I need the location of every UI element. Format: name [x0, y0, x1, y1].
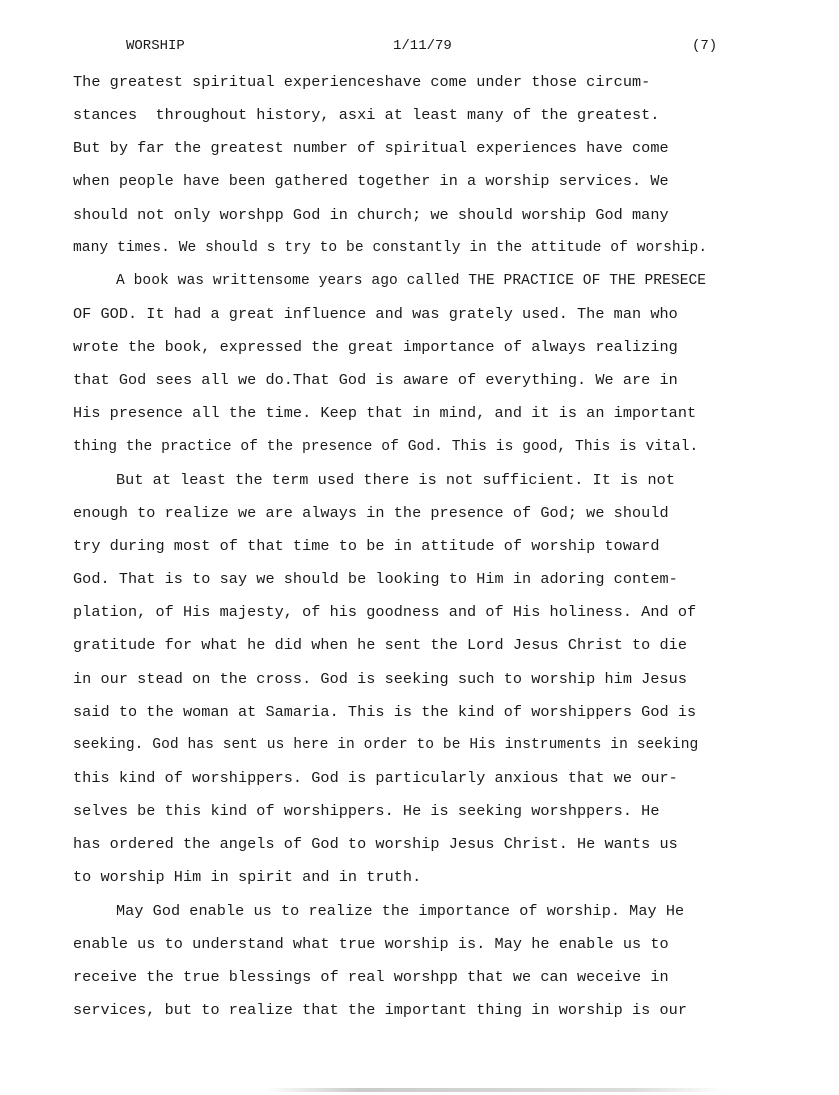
- text-line: that God sees all we do.That God is aware of everything. We are in: [73, 371, 678, 390]
- document-title: WORSHIP: [126, 38, 185, 54]
- page-header: [0, 38, 839, 58]
- text-line: But by far the greatest number of spiritual experiences have come: [73, 139, 669, 158]
- text-line: to worship Him in spirit and in truth.: [73, 868, 422, 887]
- text-line: wrote the book, expressed the great importance of always realizing: [73, 338, 678, 357]
- text-line: thing the practice of the presence of God. This is good, This is vital.: [73, 438, 699, 455]
- text-line: The greatest spiritual experienceshave come under those circum-: [73, 73, 651, 91]
- text-line: when people have been gathered together in a worship services. We: [73, 172, 669, 191]
- text-line: plation, of His majesty, of his goodness and of His holiness. And of: [73, 603, 697, 622]
- text-line: this kind of worshippers. God is particularly anxious that we our-: [73, 768, 678, 787]
- text-line: try during most of that time to be in attitude of worship toward: [73, 536, 660, 555]
- text-line: said to the woman at Samaria. This is the kind of worshippers God is: [73, 702, 697, 721]
- page-number: (7): [692, 38, 718, 54]
- text-line: God. That is to say we should be looking to Him in adoring contem-: [73, 570, 678, 589]
- paragraph-start-line: A book was writtensome years ago called THE PRACTICE OF THE PRESECE: [116, 272, 707, 289]
- text-line: seeking. God has sent us here in order to be His instruments in seeking: [73, 736, 699, 753]
- text-line: enough to realize we are always in the presence of God; we should: [73, 503, 669, 522]
- text-line: selves be this kind of worshippers. He is seeking worshppers. He: [73, 802, 660, 821]
- text-line: enable us to understand what true worship is. May he enable us to: [73, 934, 669, 953]
- text-line: should not only worshpp God in church; we should worship God many: [73, 205, 669, 224]
- text-line: gratitude for what he did when he sent the Lord Jesus Christ to die: [73, 636, 687, 655]
- paragraph-start-line: May God enable us to realize the importance of worship. May He: [116, 901, 685, 920]
- paragraph-start-line: But at least the term used there is not sufficient. It is not: [116, 470, 676, 489]
- text-line: receive the true blessings of real worshpp that we can weceive in: [73, 967, 669, 986]
- text-line: many times. We should s try to be constantly in the attitude of worship.: [73, 239, 708, 256]
- text-line: services, but to realize that the important thing in worship is our: [73, 1000, 687, 1019]
- text-line: OF GOD. It had a great influence and was grately used. The man who: [73, 304, 678, 323]
- text-line: has ordered the angels of God to worship Jesus Christ. He wants us: [73, 835, 678, 854]
- text-line: stances throughout history, asxi at least many of the greatest.: [73, 106, 660, 125]
- scan-artifact: [265, 1088, 725, 1092]
- text-line: in our stead on the cross. God is seeking such to worship him Jesus: [73, 669, 687, 688]
- text-line: His presence all the time. Keep that in mind, and it is an important: [73, 404, 697, 423]
- body-text: [73, 66, 833, 1027]
- document-date: 1/11/79: [393, 38, 452, 54]
